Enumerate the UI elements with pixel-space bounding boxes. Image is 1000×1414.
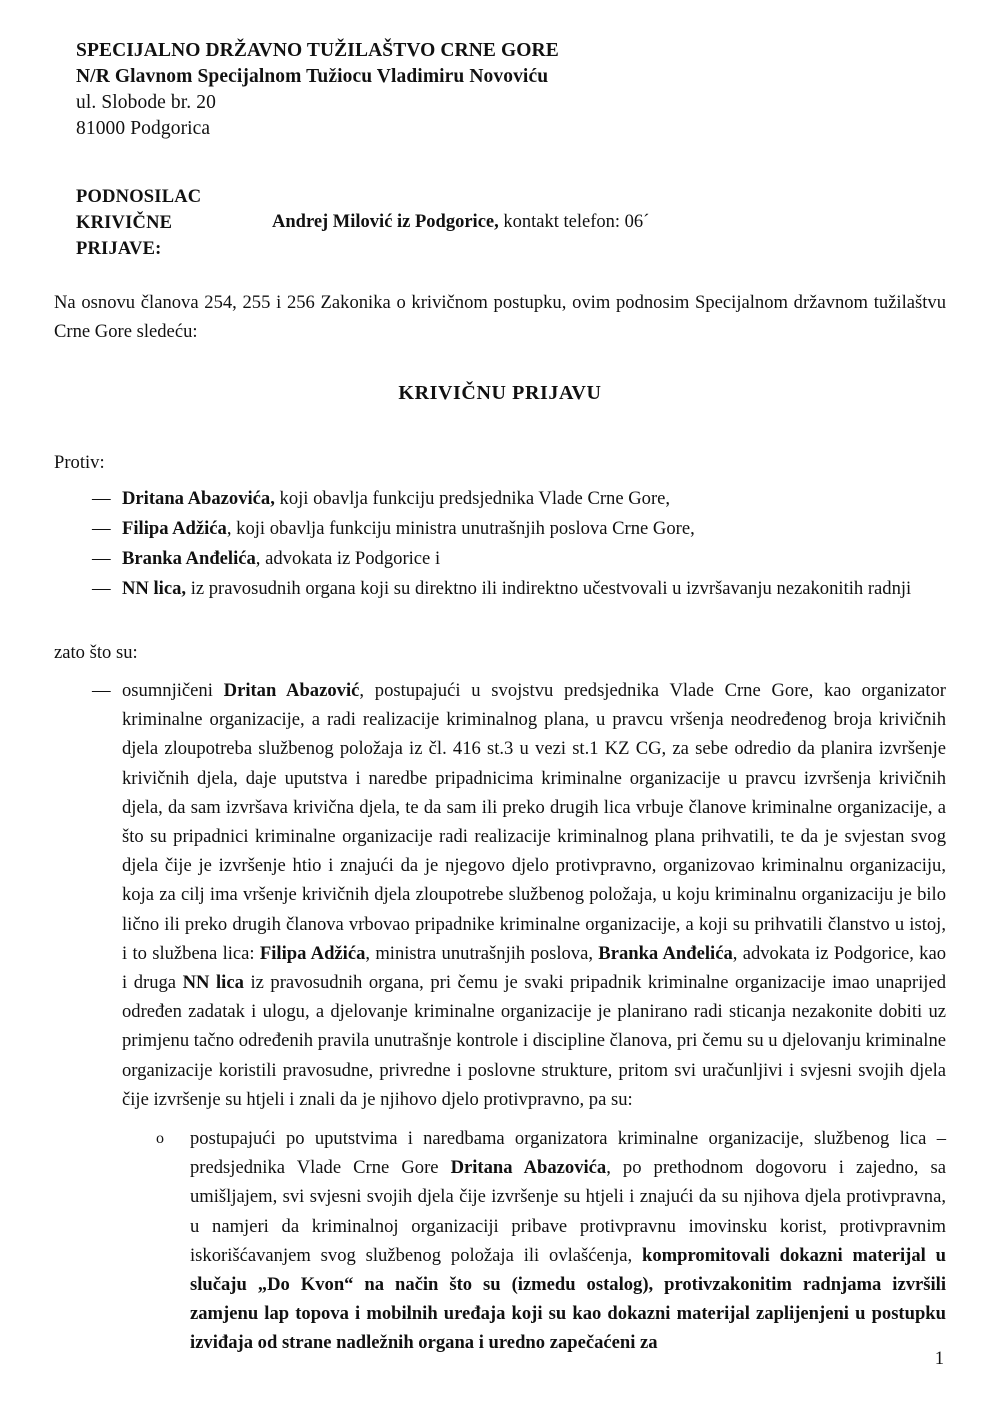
list-item xyxy=(156,1124,946,1358)
filer-contact: kontakt telefon: 06´ xyxy=(498,212,650,232)
accused-name: Filipa Adžića xyxy=(122,518,227,539)
dash-icon: — xyxy=(92,488,111,509)
charge-text-1: osumnjičeni xyxy=(122,680,224,701)
charge-text-4: , advokata iz Podgorice, kao i druga xyxy=(122,942,946,994)
page-number: 1 xyxy=(934,1348,944,1369)
accused-role: , advokata iz Podgorice i xyxy=(255,548,441,569)
accused-role: , koji obavlja funkciju ministra unutrašnjih poslova Crne Gore, xyxy=(226,518,695,539)
list-item xyxy=(92,514,946,543)
charge-paragraph xyxy=(92,676,946,1114)
sub-bold-2: kompromitovali dokazni materijal u slučaju „Do Kvon“ na način što su (izmedu ostalog), protivzakonitim radnjama izvršili zamjenu lap topova i mobilnih uređaja koji su kao dokazni materijal zaplijenjeni u postupku izviđaja od strane nadležnih organa i uredno zapečaćeni za xyxy=(190,1244,946,1354)
accused-name: Branka Anđelića xyxy=(122,548,256,569)
dash-icon: — xyxy=(92,578,111,599)
filer-label-line-2: KRIVIČNE xyxy=(76,213,173,233)
addressee-line-1: SPECIJALNO DRŽAVNO TUŽILAŠTVO CRNE GORE xyxy=(76,40,559,61)
charge-text-5: iz pravosudnih organa, pri čemu je svaki pripadnik kriminalne organizacije imao unaprijed određen zadatak i ulogu, a djelovanje kriminalne organizacije je planirano radi sticanja nezakonite dobiti uz primjenu tačno određenih pravila unutrašnje kontrole i discipline članova, pri čemu su u djelovanju kriminalne organizacije koristili pravosudne, privredne i poslovne strukture, pritom svi uračunljivi i svjesni svojih djela čije izvršenje su htjeli i znali da je njihovo djelo protivpravno, pa su: xyxy=(122,972,947,1110)
charge-bold-2: Filipa Adžića xyxy=(259,942,366,964)
accused-name: NN lica, xyxy=(122,578,187,599)
addressee-line-4: 81000 Podgorica xyxy=(76,118,211,139)
dash-icon: — xyxy=(92,548,111,569)
charge-sub-list xyxy=(156,1124,946,1358)
list-item xyxy=(92,574,946,603)
accused-role: iz pravosudnih organa koji su direktno ili indirektno učestvovali u izvršavanju nezakonitih radnji xyxy=(186,578,912,599)
reason-label: zato što su: xyxy=(54,642,138,663)
list-item xyxy=(92,484,946,513)
addressee-block xyxy=(76,38,896,142)
dash-icon: — xyxy=(92,518,111,539)
against-label: Protiv: xyxy=(54,452,105,473)
intro-paragraph: Na osnovu članova 254, 255 i 256 Zakonika o krivičnom postupku, ovim podnosim Specijalnom državnom tužilaštvu Crne Gore sledeću: xyxy=(54,292,946,342)
document-title: KRIVIČNU PRIJAVU xyxy=(398,382,602,404)
charge-bold-1: Dritan Abazović xyxy=(223,680,360,701)
sub-text-1: postupajući po uputstvima i naredbama organizatora kriminalne organizacije, službenog lica – predsjednika Vlade Crne Gore xyxy=(190,1128,946,1179)
filer-name: Andrej Milović iz Podgorice, xyxy=(272,212,499,232)
accused-list xyxy=(92,484,946,604)
charge-text-2: , postupajući u svojstvu predsjednika Vlade Crne Gore, kao organizator kriminalne organizacije, a radi realizacije kriminalnog plana, u pravcu vršenja neodređenog broja krivičnih djela zloupotreba službenog položaja iz čl. 416 st.3 u vezi st.1 KZ CG, za sebe odredio da planira izvršenje krivičnih djela, daje uputstva i naredbe pripadnicima kriminalne organizacije u pravcu izvršenja krivičnih djela, da sam izvršava krivična djela, te da sam ili preko drugih lica vrbuje članove kriminalne organizacije, a što su pripadnici kriminalne organizacije radi realizacije kriminalnog plana prihvatili, te da je svjestan svog djela čije je izvršenje htio i znajući da je njegovo djelo protivpravno, organizovao kriminalnu organizaciju, koja za cilj ima vršenje krivičnih djela zloupotrebe službenog položaja, u koju kriminalnu organizaciju je bilo lično ili preko drugih članova vrbovao pripadnike kriminalne organizacije, a koji su prihvatili članstvo u istoj, i to službena lica: xyxy=(122,680,946,964)
filer-value xyxy=(272,209,649,235)
charge-text-3: , ministra unutrašnjih poslova, xyxy=(365,942,599,964)
sub-text-2: , po prethodnom dogovoru i zajedno, sa umišljajem, svi svjesni svojih djela čije izvršenje su htjeli i znajući da su njihova djela protivpravna, u namjeri da kriminalnoj organizaciji pribave protivpravnu imovinsku korist, protivpravnim iskorišćavanjem svog službenog položaja ili ovlašćenja, xyxy=(190,1157,946,1266)
charge-block xyxy=(92,676,946,1114)
charge-bold-4: NN lica xyxy=(182,972,244,994)
filer-label xyxy=(76,184,256,262)
accused-role: koji obavlja funkciju predsjednika Vlade Crne Gore, xyxy=(274,488,671,509)
accused-name: Dritana Abazovića, xyxy=(122,488,275,509)
addressee-line-2: N/R Glavnom Specijalnom Tužiocu Vladimiru Novoviću xyxy=(76,66,549,87)
list-item xyxy=(92,544,946,573)
sub-bold-1: Dritana Abazovića xyxy=(450,1157,607,1179)
dash-icon: — xyxy=(92,680,111,701)
charge-bold-3: Branka Anđelića xyxy=(598,942,733,964)
addressee-line-3: ul. Slobode br. 20 xyxy=(76,92,216,113)
filer-label-line-3: PRIJAVE: xyxy=(76,239,162,259)
circle-bullet-icon: o xyxy=(156,1130,164,1147)
filer-label-line-1: PODNOSILAC xyxy=(76,187,202,207)
